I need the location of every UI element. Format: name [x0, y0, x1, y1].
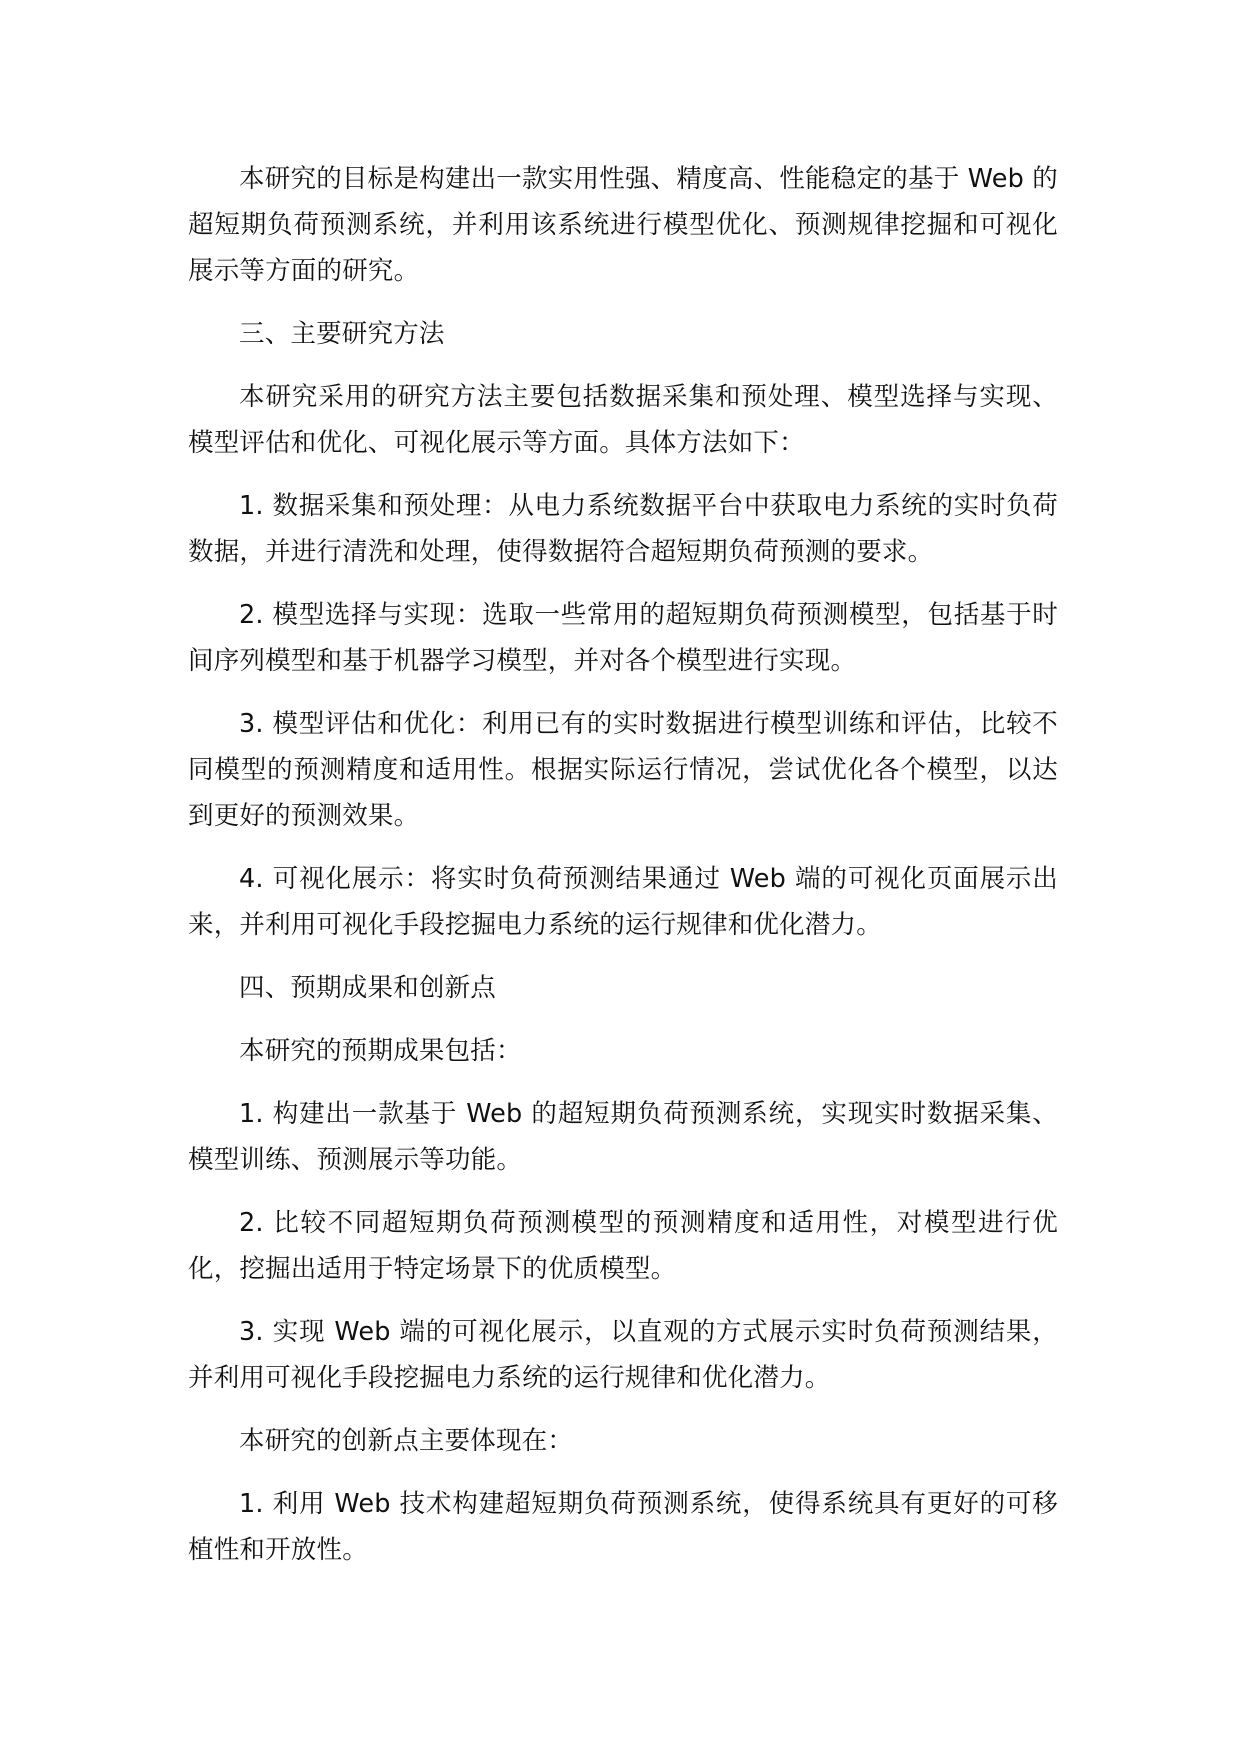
- list-item-method-4: 4. 可视化展示：将实时负荷预测结果通过 Web 端的可视化页面展示出来，并利用可视化手段挖掘电力系统的运行规律和优化潜力。: [188, 864, 1058, 940]
- list-item-innovation-1: 1. 利用 Web 技术构建超短期负荷预测系统，使得系统具有更好的可移植性和开放性。: [188, 1489, 1058, 1565]
- section-heading-methods: 三、主要研究方法: [239, 319, 445, 349]
- list-item-method-1: 1. 数据采集和预处理：从电力系统数据平台中获取电力系统的实时负荷数据，并进行清洗和处理，使得数据符合超短期负荷预测的要求。: [188, 491, 1058, 567]
- list-item-outcome-1: 1. 构建出一款基于 Web 的超短期负荷预测系统，实现实时数据采集、模型训练、预测展示等功能。: [188, 1099, 1058, 1175]
- paragraph-innovations-intro: 本研究的创新点主要体现在：: [239, 1426, 574, 1456]
- list-item-method-3: 3. 模型评估和优化：利用已有的实时数据进行模型训练和评估，比较不同模型的预测精度和适用性。根据实际运行情况，尝试优化各个模型，以达到更好的预测效果。: [188, 709, 1058, 831]
- paragraph-research-goal: 本研究的目标是构建出一款实用性强、精度高、性能稳定的基于 Web 的超短期负荷预测系统，并利用该系统进行模型优化、预测规律挖掘和可视化展示等方面的研究。: [188, 164, 1058, 286]
- list-item-outcome-2: 2. 比较不同超短期负荷预测模型的预测精度和适用性，对模型进行优化，挖掘出适用于特定场景下的优质模型。: [188, 1208, 1058, 1284]
- paragraph-outcomes-intro: 本研究的预期成果包括：: [239, 1036, 522, 1066]
- document-body: [188, 156, 1058, 1590]
- section-heading-outcomes: 四、预期成果和创新点: [239, 973, 497, 1003]
- list-item-outcome-3: 3. 实现 Web 端的可视化展示，以直观的方式展示实时负荷预测结果，并利用可视化手段挖掘电力系统的运行规律和优化潜力。: [188, 1317, 1058, 1393]
- paragraph-methods-intro: 本研究采用的研究方法主要包括数据采集和预处理、模型选择与实现、模型评估和优化、可视化展示等方面。具体方法如下：: [188, 382, 1058, 458]
- list-item-method-2: 2. 模型选择与实现：选取一些常用的超短期负荷预测模型，包括基于时间序列模型和基于机器学习模型，并对各个模型进行实现。: [188, 600, 1058, 676]
